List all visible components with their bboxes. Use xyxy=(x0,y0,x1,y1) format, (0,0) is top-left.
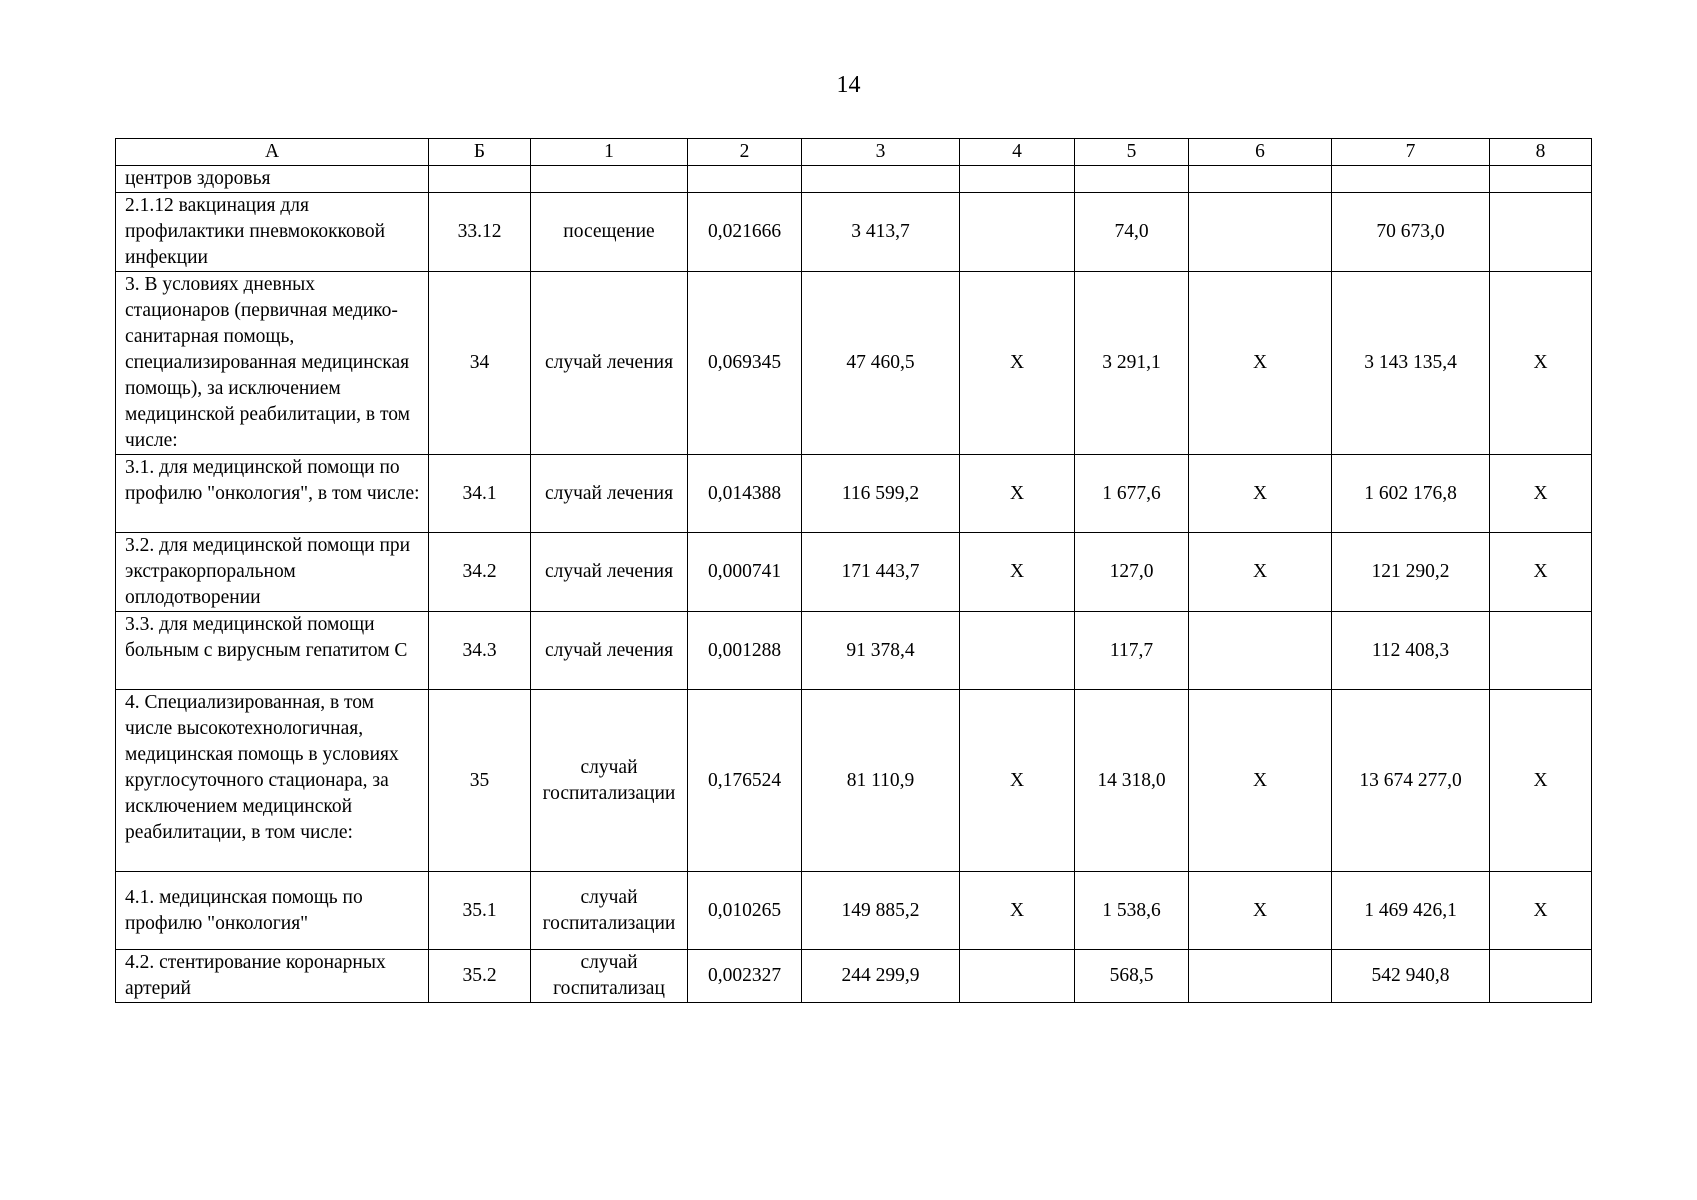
row-code xyxy=(429,166,531,193)
cell-value: 47 460,5 xyxy=(802,272,960,455)
cell-value: Х xyxy=(1490,872,1592,950)
cell-unit-text: случай госпитализац xyxy=(553,952,665,998)
row-code: 35 xyxy=(429,690,531,872)
page-number: 14 xyxy=(836,72,861,98)
row-description: 3. В условиях дневных стационаров (первичная медико-санитарная помощь, специализированная медицинская помощь), за исключением медицинской реабилитации, в том числе: xyxy=(116,272,429,455)
row-description: центров здоровья xyxy=(116,166,429,193)
cell-value: 91 378,4 xyxy=(802,612,960,690)
cell-value: Х xyxy=(960,690,1075,872)
cell-value: Х xyxy=(1189,533,1332,612)
cell-value: 74,0 xyxy=(1075,193,1189,272)
table-row xyxy=(116,533,1592,612)
header-row xyxy=(116,139,1592,166)
cell-value xyxy=(1490,612,1592,690)
cell-value: 13 674 277,0 xyxy=(1332,690,1490,872)
cell-value: 149 885,2 xyxy=(802,872,960,950)
cell-value xyxy=(960,612,1075,690)
cell-value: 70 673,0 xyxy=(1332,193,1490,272)
cell-value: 1 677,6 xyxy=(1075,455,1189,533)
row-description: 2.1.12 вакцинация для профилактики пневмококковой инфекции xyxy=(116,193,429,272)
cell-value: 0,021666 xyxy=(688,193,802,272)
cell-value: 0,010265 xyxy=(688,872,802,950)
cell-value xyxy=(1490,166,1592,193)
cell-value: 1 602 176,8 xyxy=(1332,455,1490,533)
cell-value xyxy=(802,166,960,193)
cell-value: 0,069345 xyxy=(688,272,802,455)
cell-unit xyxy=(531,166,688,193)
cell-value: 0,001288 xyxy=(688,612,802,690)
cell-unit: случай лечения xyxy=(531,272,688,455)
cell-value: 112 408,3 xyxy=(1332,612,1490,690)
cell-value: Х xyxy=(960,272,1075,455)
cell-value: Х xyxy=(1189,872,1332,950)
cell-value xyxy=(1189,612,1332,690)
cell-value: Х xyxy=(960,455,1075,533)
table-row xyxy=(116,612,1592,690)
cell-value: 0,176524 xyxy=(688,690,802,872)
cell-value: 14 318,0 xyxy=(1075,690,1189,872)
row-code: 35.2 xyxy=(429,950,531,1003)
table-row xyxy=(116,690,1592,872)
cell-value: 117,7 xyxy=(1075,612,1189,690)
cell-value: 81 110,9 xyxy=(802,690,960,872)
cell-value xyxy=(1332,166,1490,193)
cell-value: Х xyxy=(1490,455,1592,533)
table-row xyxy=(116,272,1592,455)
cell-unit: случай госпитализации xyxy=(531,872,688,950)
cell-value: Х xyxy=(1490,690,1592,872)
cell-value xyxy=(1189,193,1332,272)
column-header: А xyxy=(116,139,429,166)
cell-value: 1 469 426,1 xyxy=(1332,872,1490,950)
cell-value xyxy=(1189,166,1332,193)
cell-value: Х xyxy=(1490,272,1592,455)
cell-unit: случай госпитализации xyxy=(531,690,688,872)
cell-value: 127,0 xyxy=(1075,533,1189,612)
cell-value: 244 299,9 xyxy=(802,950,960,1003)
table-row xyxy=(116,193,1592,272)
cell-value xyxy=(960,193,1075,272)
cell-value: Х xyxy=(1189,455,1332,533)
row-description: 4.1. медицинская помощь по профилю "онкология" xyxy=(116,872,429,950)
cell-value: 3 143 135,4 xyxy=(1332,272,1490,455)
cell-value: 0,002327 xyxy=(688,950,802,1003)
column-header: 6 xyxy=(1189,139,1332,166)
tariff-table xyxy=(115,138,1592,1003)
column-header: 7 xyxy=(1332,139,1490,166)
row-code: 34.1 xyxy=(429,455,531,533)
cell-value: 121 290,2 xyxy=(1332,533,1490,612)
cell-value xyxy=(1189,950,1332,1003)
cell-value xyxy=(1075,166,1189,193)
table-row xyxy=(116,455,1592,533)
column-header: 2 xyxy=(688,139,802,166)
cell-value: 1 538,6 xyxy=(1075,872,1189,950)
column-header: 3 xyxy=(802,139,960,166)
cell-value xyxy=(1490,193,1592,272)
cell-value: 0,000741 xyxy=(688,533,802,612)
cell-value xyxy=(1490,950,1592,1003)
column-header: Б xyxy=(429,139,531,166)
row-description: 3.1. для медицинской помощи по профилю "онкология", в том числе: xyxy=(116,455,429,533)
cell-unit xyxy=(531,950,688,1003)
cell-value: 3 291,1 xyxy=(1075,272,1189,455)
cell-value: Х xyxy=(1189,272,1332,455)
cell-value xyxy=(960,950,1075,1003)
row-code: 34.2 xyxy=(429,533,531,612)
cell-value: Х xyxy=(960,872,1075,950)
table-row xyxy=(116,872,1592,950)
cell-value: Х xyxy=(1490,533,1592,612)
cell-value: Х xyxy=(1189,690,1332,872)
cell-unit: посещение xyxy=(531,193,688,272)
row-code: 33.12 xyxy=(429,193,531,272)
row-description: 4. Специализированная, в том числе высокотехнологичная, медицинская помощь в условиях круглосуточного стационара, за исключением медицинской реабилитации, в том числе: xyxy=(116,690,429,872)
row-description: 3.3. для медицинской помощи больным с вирусным гепатитом С xyxy=(116,612,429,690)
cell-unit: случай лечения xyxy=(531,455,688,533)
table-row xyxy=(116,166,1592,193)
column-header: 5 xyxy=(1075,139,1189,166)
cell-value xyxy=(688,166,802,193)
cell-value: 542 940,8 xyxy=(1332,950,1490,1003)
row-description: 3.2. для медицинской помощи при экстракорпоральном оплодотворении xyxy=(116,533,429,612)
table-row xyxy=(116,950,1592,1003)
row-code: 35.1 xyxy=(429,872,531,950)
cell-unit: случай лечения xyxy=(531,533,688,612)
row-code: 34.3 xyxy=(429,612,531,690)
cell-value: 568,5 xyxy=(1075,950,1189,1003)
column-header: 4 xyxy=(960,139,1075,166)
row-description: 4.2. стентирование коронарных артерий xyxy=(116,950,429,1003)
cell-value xyxy=(960,166,1075,193)
row-code: 34 xyxy=(429,272,531,455)
cell-value: 0,014388 xyxy=(688,455,802,533)
cell-value: 116 599,2 xyxy=(802,455,960,533)
cell-value: 3 413,7 xyxy=(802,193,960,272)
cell-value: Х xyxy=(960,533,1075,612)
column-header: 1 xyxy=(531,139,688,166)
cell-unit: случай лечения xyxy=(531,612,688,690)
cell-value: 171 443,7 xyxy=(802,533,960,612)
column-header: 8 xyxy=(1490,139,1592,166)
